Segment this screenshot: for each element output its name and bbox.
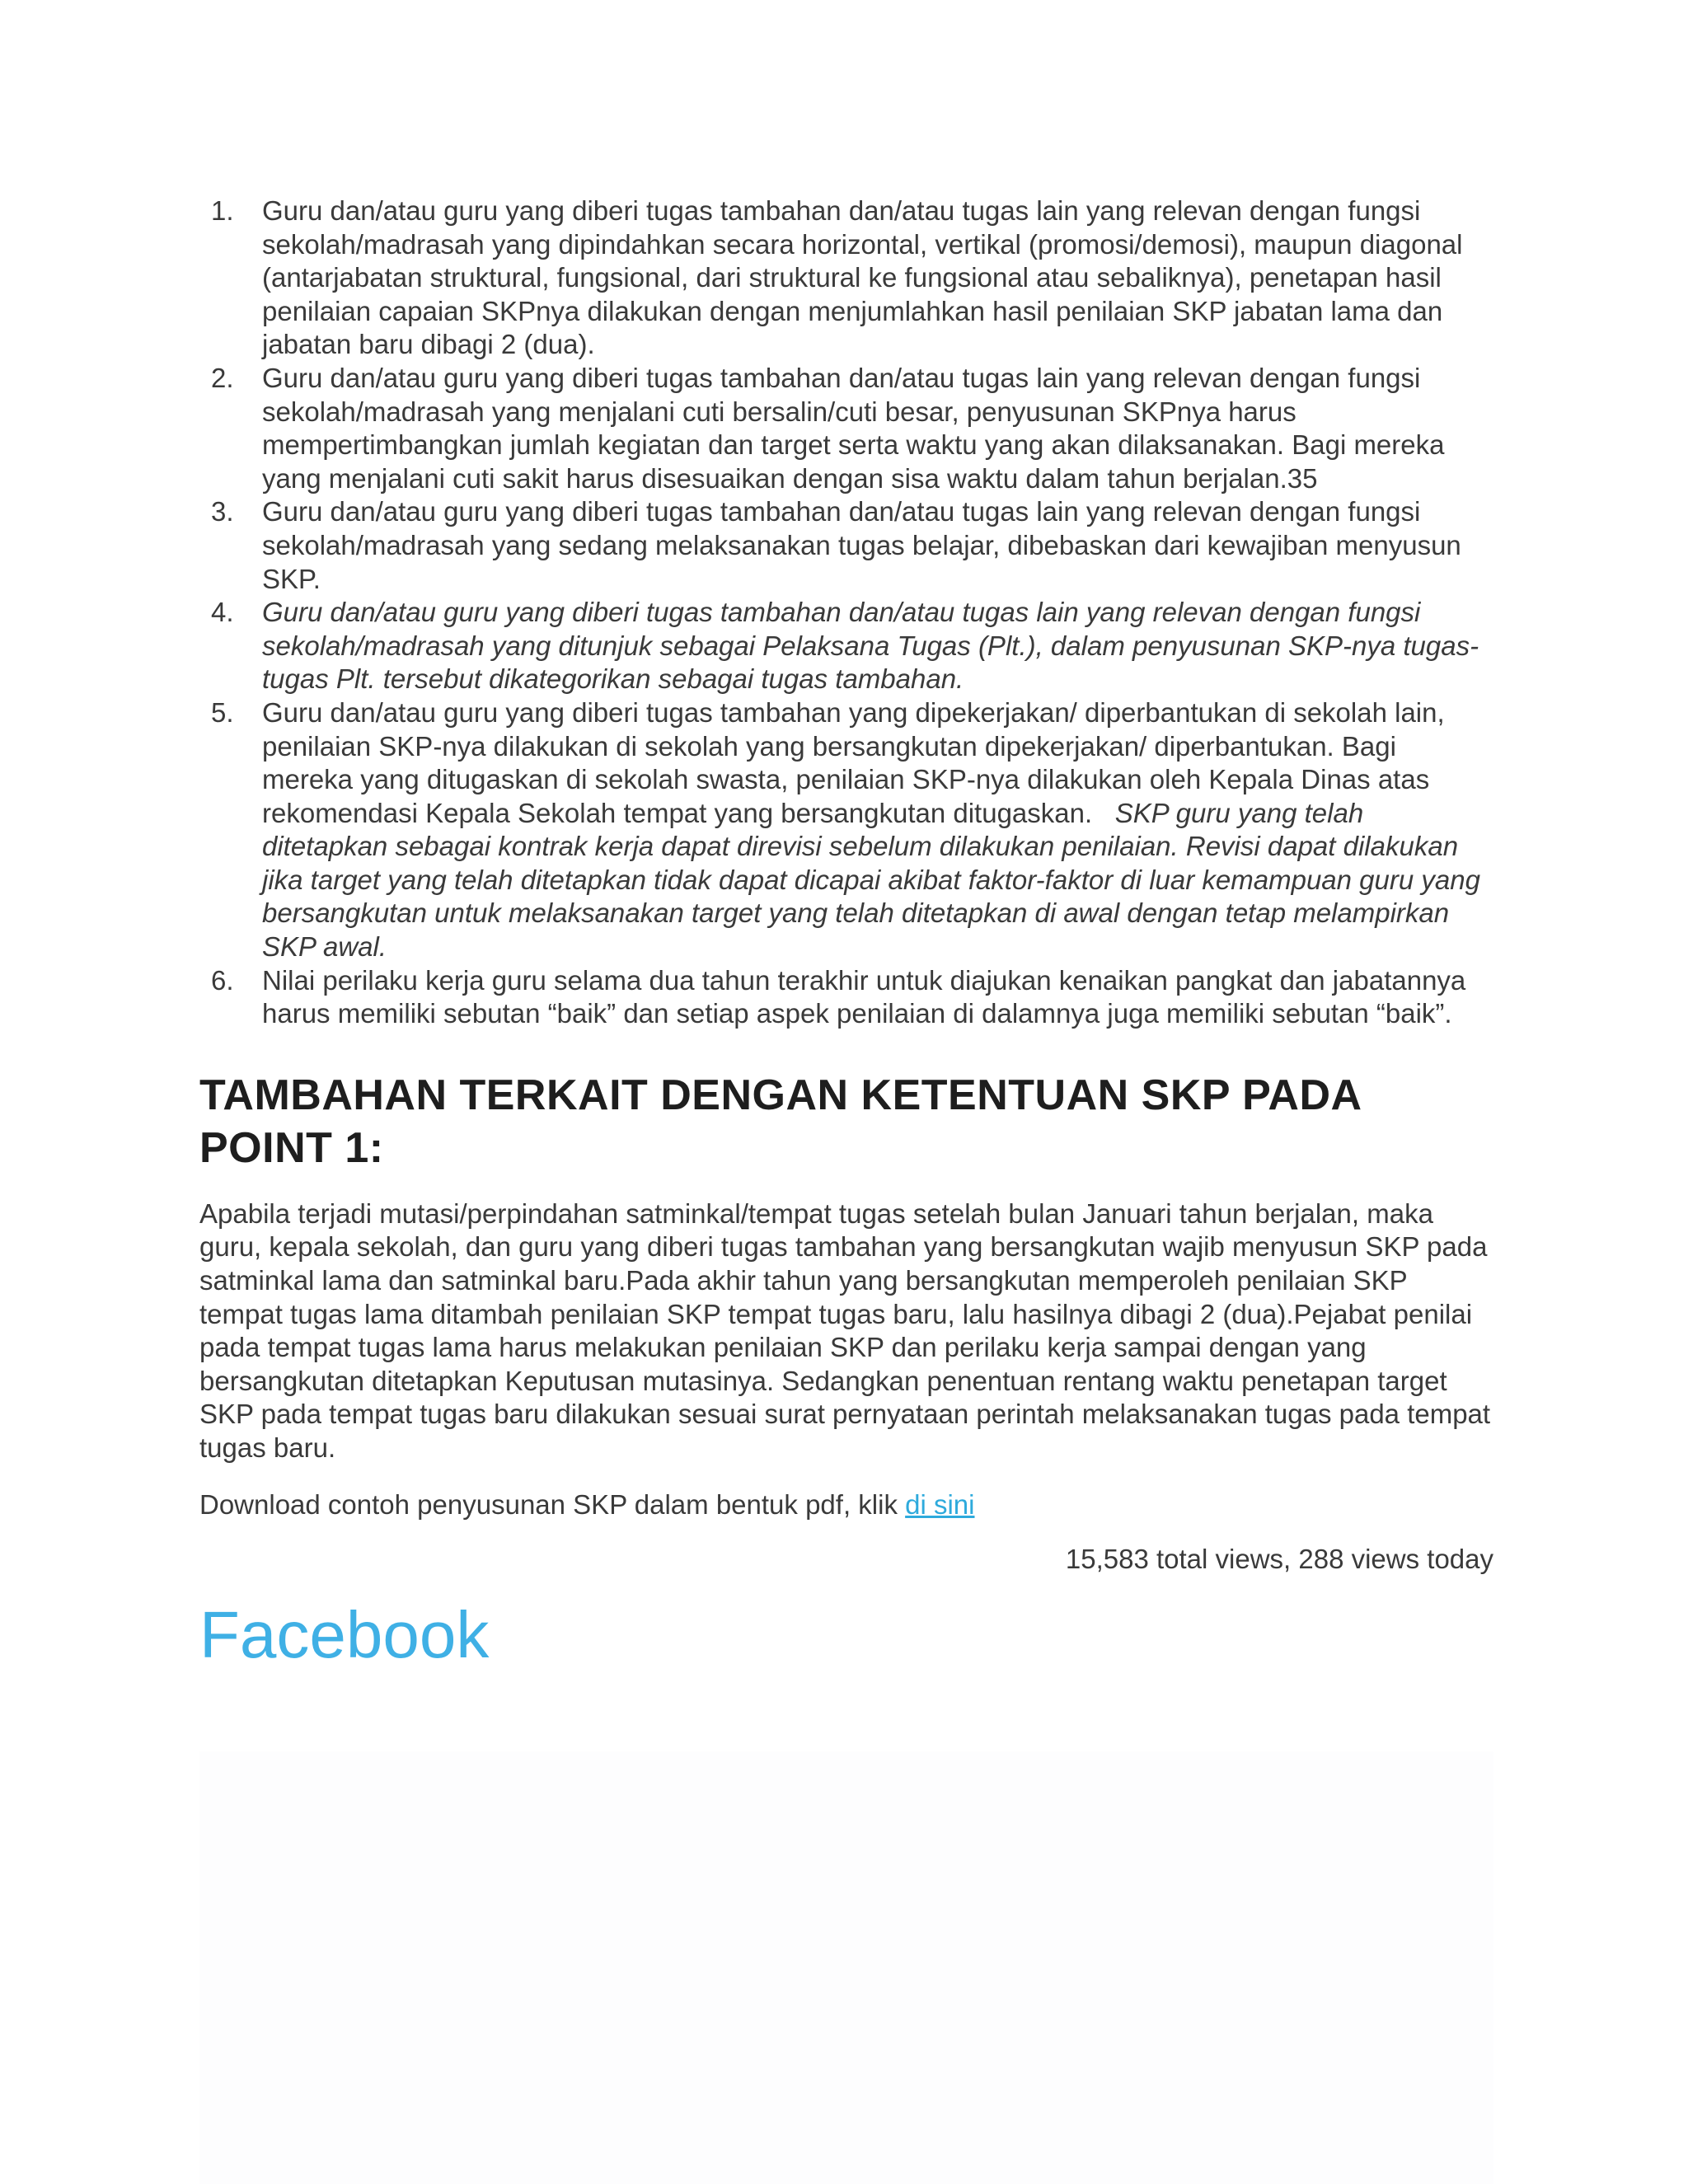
list-item <box>199 194 1493 362</box>
list-item-text: Guru dan/atau guru yang diberi tugas tambahan dan/atau tugas lain yang relevan dengan fungsi sekolah/madrasah yang sedang melaksanakan tugas belajar, dibebaskan dari kewajiban menyusun SKP. <box>262 496 1461 594</box>
list-item-text: Guru dan/atau guru yang diberi tugas tambahan yang dipekerjakan/ diperbantukan di sekolah lain, penilaian SKP-nya dilakukan di sekolah yang bersangkutan dipekerjakan/ diperbantukan. Bagi mereka yang ditugaskan di sekolah swasta, penilaian SKP-nya dilakukan oleh Kepala Dinas atas rekomendasi Kepala Sekolah tempat yang bersangkutan ditugaskan. <box>262 696 1445 828</box>
list-number: 5. <box>211 696 234 728</box>
section-heading: TAMBAHAN TERKAIT DENGAN KETENTUAN SKP PADA POINT 1: <box>199 1071 1361 1172</box>
facebook-widget-title: Facebook <box>199 1597 490 1671</box>
download-text: Download contoh penyusunan SKP dalam bentuk pdf, klik <box>199 1488 906 1520</box>
list-number: 4. <box>211 597 234 628</box>
list-number: 2. <box>211 362 234 393</box>
article-content <box>199 194 1493 1675</box>
view-counter: 15,583 total views, 288 views today <box>1065 1543 1493 1574</box>
list-item <box>199 495 1493 596</box>
list-item-italic-text: SKP guru yang telah ditetapkan sebagai kontrak kerja dapat direvisi sebelum dilakukan penilaian. Revisi dapat dilakukan jika target yang telah ditetapkan tidak dapat dicapai akibat faktor-faktor di luar kemampuan guru yang bersangkutan untuk melaksanakan target yang telah ditetapkan di awal dengan tetap melampirkan SKP awal. <box>262 797 1480 963</box>
list-number: 1. <box>211 195 234 226</box>
download-line <box>199 1488 1493 1521</box>
list-item <box>199 964 1493 1031</box>
list-item-italic-text: Guru dan/atau guru yang diberi tugas tambahan dan/atau tugas lain yang relevan dengan fungsi sekolah/madrasah yang ditunjuk sebagai Pelaksana Tugas (Plt.), dalam penyusunan SKP-nya tugas-tugas Plt. tersebut dikategorikan sebagai tugas tambahan. <box>262 597 1479 695</box>
list-number: 3. <box>211 496 234 527</box>
rules-list <box>199 194 1493 1031</box>
download-link[interactable]: di sini <box>905 1488 975 1520</box>
list-item-text: Nilai perilaku kerja guru selama dua tahun terakhir untuk diajukan kenaikan pangkat dan jabatannya harus memiliki sebutan “baik” dan setiap aspek penilaian di dalamnya juga memiliki sebutan “baik”. <box>262 964 1466 1029</box>
list-item-text: Guru dan/atau guru yang diberi tugas tambahan dan/atau tugas lain yang relevan dengan fungsi sekolah/madrasah yang menjalani cuti bersalin/cuti besar, penyusunan SKPnya harus mempertimbangkan jumlah kegiatan dan target serta waktu yang akan dilaksanakan. Bagi mereka yang menjalani cuti sakit harus disesuaikan dengan sisa waktu dalam tahun berjalan.35 <box>262 362 1445 494</box>
list-item <box>199 696 1493 964</box>
list-item <box>199 596 1493 696</box>
list-number: 6. <box>211 964 234 996</box>
list-item-text: Guru dan/atau guru yang diberi tugas tambahan dan/atau tugas lain yang relevan dengan fungsi sekolah/madrasah yang dipindahkan secara horizontal, vertikal (promosi/demosi), maupun diagonal (antarjabatan struktural, fungsional, dari struktural ke fungsional atau sebaliknya), penetapan hasil penilaian capaian SKPnya dilakukan dengan menjumlahkan hasil penilaian SKP jabatan lama dan jabatan baru dibagi 2 (dua). <box>262 195 1463 360</box>
list-item <box>199 362 1493 495</box>
section-paragraph: Apabila terjadi mutasi/perpindahan satminkal/tempat tugas setelah bulan Januari tahun berjalan, maka guru, kepala sekolah, dan guru yang diberi tugas tambahan yang bersangkutan wajib menyusun SKP pada satminkal lama dan satminkal baru.Pada akhir tahun yang bersangkutan memperoleh penilaian SKP tempat tugas lama ditambah penilaian SKP tempat tugas baru, lalu hasilnya dibagi 2 (dua).Pejabat penilai pada tempat tugas lama harus melakukan penilaian SKP dan perilaku kerja sampai dengan yang bersangkutan ditetapkan Keputusan mutasinya. Sedangkan penentuan rentang waktu penetapan target SKP pada tempat tugas baru dilakukan sesuai surat pernyataan perintah melaksanakan tugas pada tempat tugas baru. <box>199 1197 1491 1463</box>
facebook-widget-area <box>199 1751 1493 2184</box>
